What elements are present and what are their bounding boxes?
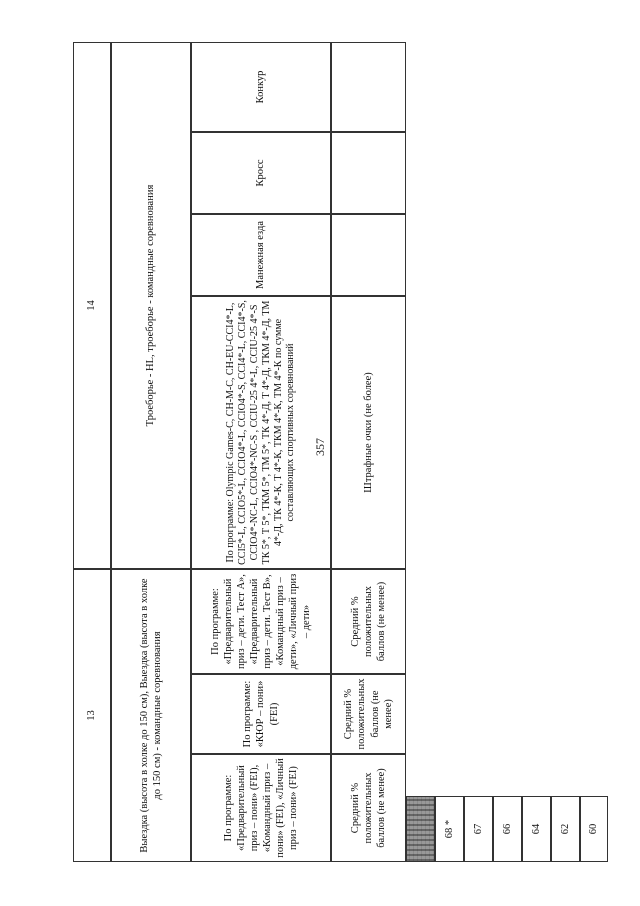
r14-sub-1-criterion-empty xyxy=(331,214,406,296)
r13-criterion-2: Средний % положительных баллов (не менее) xyxy=(331,674,406,754)
r13-program-3: По программе: «Предварительный приз – дети. Тест А», «Предварительный приз – дети. Тест В», «Командный приз – дети», «Личный приз – дети» xyxy=(191,569,331,674)
value-cell: 62 xyxy=(551,796,580,862)
r14-sub-2-label: Кросс xyxy=(191,132,331,214)
r13-criterion-1: Средний % положительных баллов (не менее) xyxy=(331,754,406,862)
row-13-discipline: Выездка (высота в холке до 150 см), Выездка (высота в холке до 150 см) - командные соревнования xyxy=(111,569,191,862)
r13-program-1: По программе: «Предварительный приз – пони» (FEI), «Командный приз – пони» (FEI), «Личный приз – пони» (FEI) xyxy=(191,754,331,862)
value-cell: 60 xyxy=(580,796,608,862)
r13-program-2: По программе: «КЮР – пони» (FEI) xyxy=(191,674,331,754)
row-13-number: 13 xyxy=(73,569,111,862)
r14-sub-1-label: Манежная езда xyxy=(191,214,331,296)
r14-sub-3-criterion-empty xyxy=(331,42,406,132)
value-cell: 66 xyxy=(493,796,522,862)
r13-criterion-3: Средний % положительных баллов (не менее) xyxy=(331,569,406,674)
value-cell: 64 xyxy=(522,796,551,862)
r14-sub-3-label: Конкур xyxy=(191,42,331,132)
value-cell: 67 xyxy=(464,796,493,862)
row-14-number: 14 xyxy=(73,42,111,569)
row-14-discipline: Троеборье - HL, троеборье - командные соревнования xyxy=(111,42,191,569)
page-number: 357 xyxy=(312,438,327,456)
shaded-cell xyxy=(406,796,435,862)
r14-criterion: Штрафные очки (не более) xyxy=(331,296,406,569)
value-cell: 68 * xyxy=(435,796,464,862)
standards-table xyxy=(73,42,608,862)
r14-program: По программе: Olympic Games-C, CH-M-C, CH-EU-CCI4*-L, CCI5*-L, CCIO5*-L, CCIO4*-L, CCIO4*-S, CCI4*-L, CCI4*-S, CCIO4*-NC-L, CCIO4*-NC-S , CCIU-25 4*-L, CCIU-25 4*-S ТК 5*, Т 5*, ТКМ 5*, ТМ 5*, ТК 4*-Д, Т 4*-Д, ТКМ 4*-Д, ТМ 4*-Д, ТК 4*-К, Т 4*-К, ТКМ 4*-К, ТМ 4*-К по сумме составляющих спортивных соревнований xyxy=(191,296,331,569)
r14-sub-2-criterion-empty xyxy=(331,132,406,214)
